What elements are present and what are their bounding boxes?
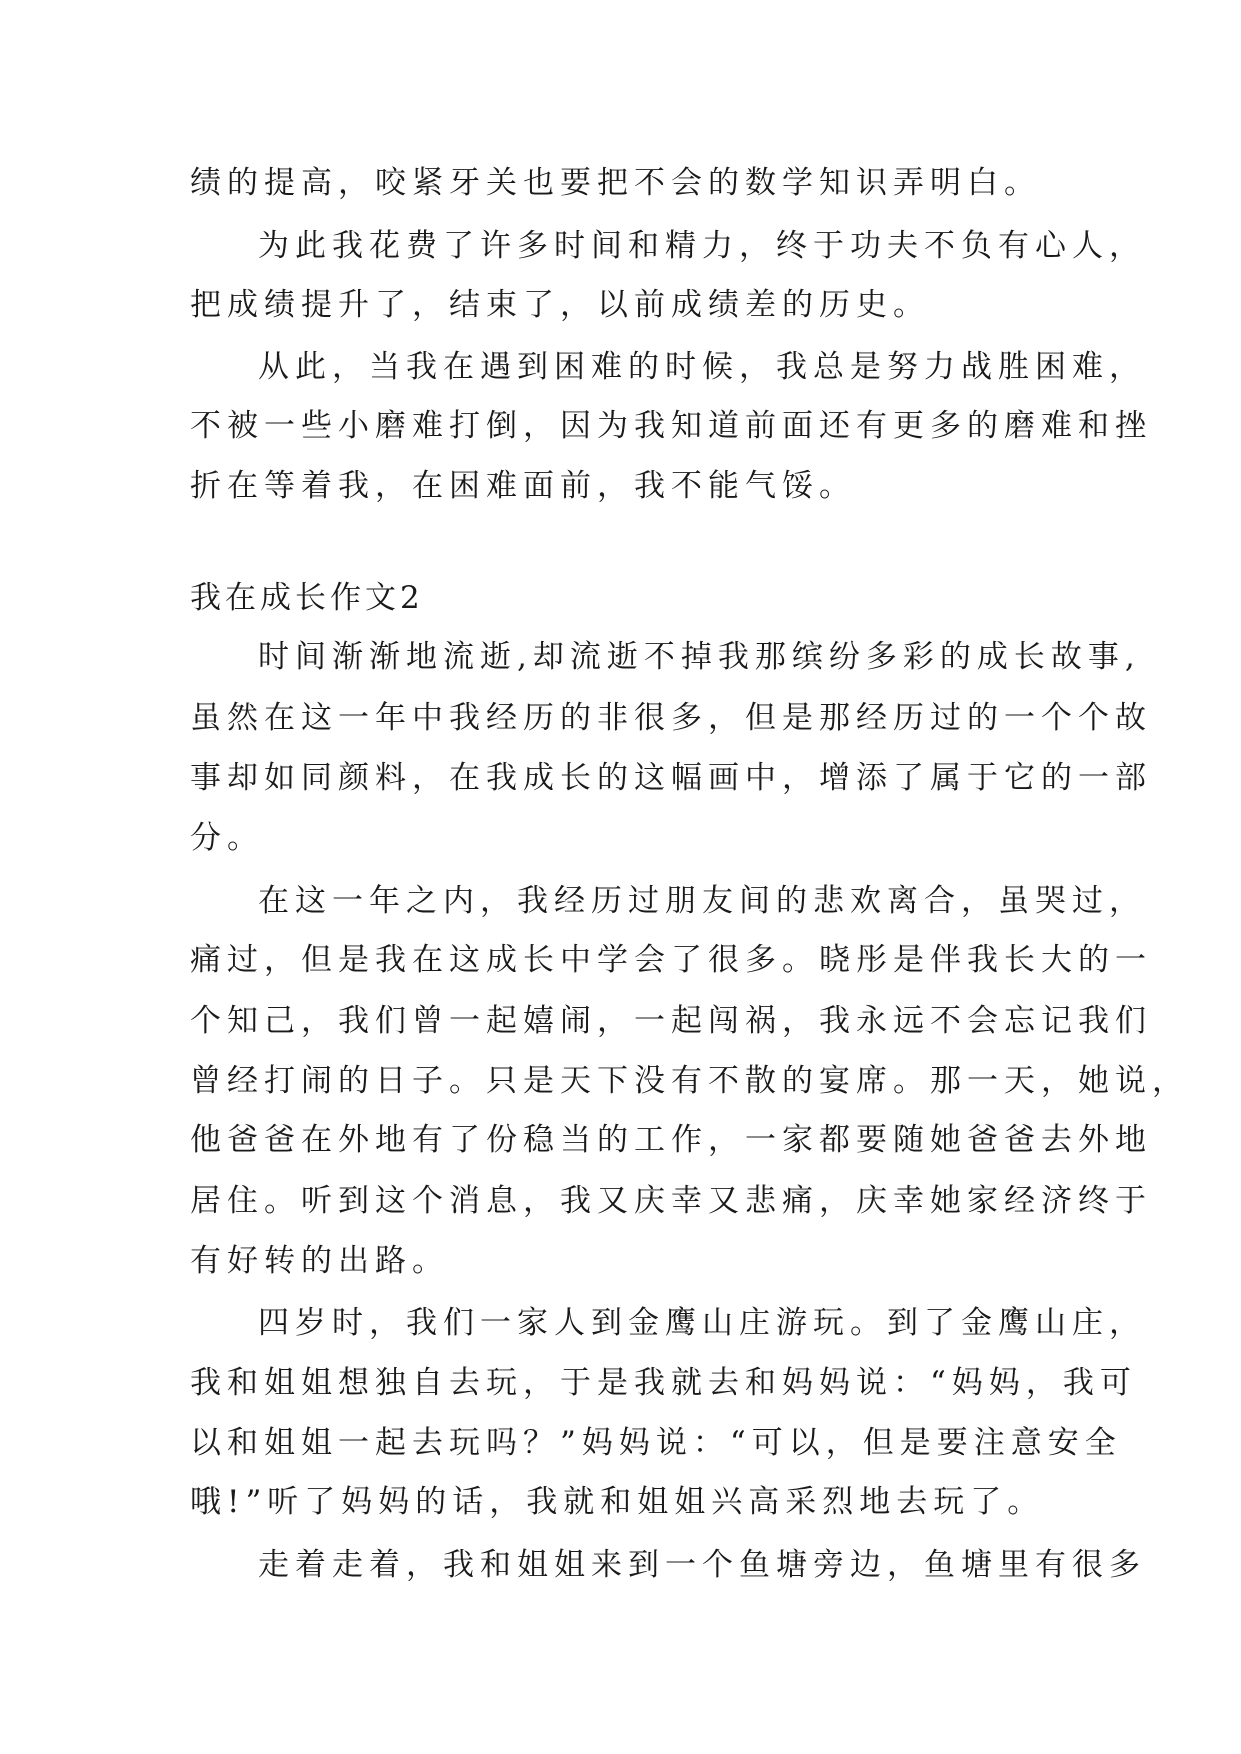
text-line: 有好转的出路。 bbox=[190, 1243, 449, 1279]
paragraph-start-line: 时间渐渐地流逝,却流逝不掉我那缤纷多彩的成长故事, bbox=[258, 639, 1141, 675]
paragraph-start-line: 为此我花费了许多时间和精力，终于功夫不负有心人， bbox=[258, 228, 1146, 264]
text-line: 痛过，但是我在这成长中学会了很多。晓彤是伴我长大的一 bbox=[190, 942, 1152, 978]
text-line: 他爸爸在外地有了份稳当的工作，一家都要随她爸爸去外地 bbox=[190, 1122, 1152, 1158]
section-heading: 我在成长作文2 bbox=[190, 580, 424, 616]
paragraph-start-line: 走着走着，我和姐姐来到一个鱼塘旁边，鱼塘里有很多 bbox=[258, 1547, 1146, 1583]
paragraph-start-line: 在这一年之内，我经历过朋友间的悲欢离合，虽哭过， bbox=[258, 883, 1146, 919]
text-line: 不被一些小磨难打倒，因为我知道前面还有更多的磨难和挫 bbox=[190, 408, 1152, 444]
text-line: 我和姐姐想独自去玩，于是我就去和妈妈说：“妈妈，我可 bbox=[190, 1365, 1137, 1401]
paragraph-start-line: 从此，当我在遇到困难的时候，我总是努力战胜困难， bbox=[258, 349, 1146, 385]
text-line: 折在等着我，在困难面前，我不能气馁。 bbox=[190, 468, 856, 504]
text-line: 个知己，我们曾一起嬉闹，一起闯祸，我永远不会忘记我们 bbox=[190, 1003, 1152, 1039]
paragraph-start-line: 四岁时，我们一家人到金鹰山庄游玩。到了金鹰山庄， bbox=[258, 1305, 1146, 1341]
text-line: 把成绩提升了，结束了，以前成绩差的历史。 bbox=[190, 287, 930, 323]
text-line: 以和姐姐一起去玩吗？”妈妈说：“可以，但是要注意安全 bbox=[190, 1425, 1122, 1461]
text-line: 虽然在这一年中我经历的非很多，但是那经历过的一个个故 bbox=[190, 700, 1152, 736]
text-line: 分。 bbox=[190, 820, 264, 856]
text-line: 曾经打闹的日子。只是天下没有不散的宴席。那一天，她说， bbox=[190, 1063, 1189, 1099]
text-line: 事却如同颜料，在我成长的这幅画中，增添了属于它的一部 bbox=[190, 760, 1152, 796]
text-line: 绩的提高，咬紧牙关也要把不会的数学知识弄明白。 bbox=[190, 165, 1041, 201]
text-line: 居住。听到这个消息，我又庆幸又悲痛，庆幸她家经济终于 bbox=[190, 1183, 1152, 1219]
text-line: 哦!”听了妈妈的话，我就和姐姐兴高采烈地去玩了。 bbox=[190, 1484, 1045, 1520]
